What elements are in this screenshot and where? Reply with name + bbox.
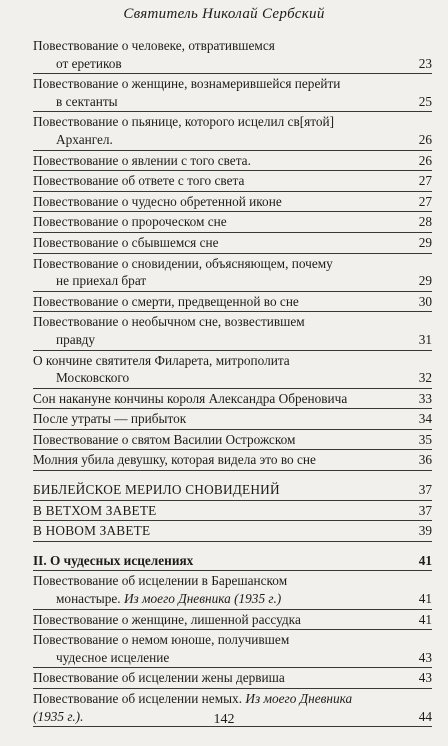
table-of-contents <box>33 36 432 727</box>
toc-entry-title: Повествование о женщине, вознамерившейся перейти <box>33 76 341 92</box>
toc-entry <box>33 292 432 313</box>
toc-entry <box>33 171 432 192</box>
toc-page-number: 26 <box>418 131 432 147</box>
toc-entry <box>33 571 432 609</box>
toc-entry-title: Повествование о женщине, лишенной рассудка <box>33 611 301 627</box>
toc-page-number: 35 <box>418 431 432 447</box>
toc-page-number: 27 <box>418 193 432 209</box>
toc-entry-title: II. О чудесных исцелениях <box>33 552 194 568</box>
toc-entry <box>33 630 432 668</box>
toc-entry <box>33 409 432 430</box>
toc-entry-title: Повествование о святом Василии Острожском <box>33 431 296 447</box>
toc-entry-title-continued: от еретиков <box>56 55 122 71</box>
toc-entry <box>33 254 432 292</box>
running-header: Святитель Николай Сербский <box>123 6 325 22</box>
toc-entry-title: Повествование о чудесно обретенной иконе <box>33 193 282 209</box>
toc-entry <box>33 74 432 112</box>
toc-page-number: 37 <box>418 482 432 498</box>
toc-page-number: 30 <box>418 293 432 309</box>
toc-entry-source: (1935 г.). <box>33 708 84 724</box>
toc-entry-title-continued: в сектанты <box>56 93 118 109</box>
toc-entry <box>33 389 432 410</box>
toc-entry-title: Повествование об ответе с того света <box>33 173 245 189</box>
toc-entry-title: Повествование о явлении с того света. <box>33 152 251 168</box>
toc-entry-title-continued: чудесное исцеление <box>56 649 170 665</box>
toc-entry-title: Повествование об исцелении немых. Из моего Дневника <box>33 691 353 706</box>
toc-entry <box>33 192 432 213</box>
toc-entry-title: В ВЕТХОМ ЗАВЕТЕ <box>33 502 157 518</box>
toc-entry <box>33 501 432 522</box>
toc-entry <box>33 151 432 172</box>
toc-entry-title: Повествование о пророческом сне <box>33 214 227 230</box>
toc-entry-title-continued: монастыре. Из моего Дневника (1935 г.) <box>56 591 282 607</box>
toc-entry-title: Повествование об исцелении в Барешанском <box>33 573 288 589</box>
toc-entry-title: Повествование о необычном сне, возвестившем <box>33 314 305 330</box>
toc-entry-title: Повествование о человеке, отвратившемся <box>33 38 275 53</box>
toc-entry-title: Повествование о немом юноше, получившем <box>33 632 290 648</box>
toc-page-number: 23 <box>418 55 432 71</box>
toc-entry <box>33 36 432 74</box>
toc-page-number: 41 <box>418 591 432 607</box>
toc-entry-title: Молния убила девушку, которая видела это во сне <box>33 452 316 468</box>
toc-page-number: 25 <box>418 93 432 109</box>
toc-page-number: 37 <box>418 502 432 518</box>
toc-entry-title-continued: Архангел. <box>56 131 113 147</box>
toc-page-number: 34 <box>418 411 432 427</box>
toc-entry-title-continued: Московского <box>56 370 130 386</box>
toc-page-number: 29 <box>418 273 432 289</box>
toc-page-number: 31 <box>418 331 432 347</box>
toc-page-number: 27 <box>418 173 432 189</box>
toc-page-number: 36 <box>418 452 432 468</box>
toc-entry-title: В НОВОМ ЗАВЕТЕ <box>33 523 151 539</box>
toc-entry <box>33 312 432 350</box>
toc-entry <box>33 480 432 501</box>
toc-entry-title: Сон накануне кончины короля Александра Обреновича <box>33 390 348 406</box>
toc-entry-title: После утраты — прибыток <box>33 411 187 427</box>
toc-page-number: 41 <box>418 611 432 627</box>
toc-entry-title: О кончине святителя Филарета, митрополита <box>33 352 290 368</box>
toc-entry-title: Повествование об исцелении жены дервиша <box>33 670 285 686</box>
toc-entry <box>33 233 432 254</box>
toc-entry-source: Из моего Дневника <box>245 691 353 706</box>
toc-page-number: 33 <box>418 390 432 406</box>
page-number: 142 <box>213 712 235 727</box>
toc-page-number: 43 <box>418 649 432 665</box>
toc-page-number: 28 <box>418 214 432 230</box>
toc-page-number: 44 <box>418 708 432 724</box>
toc-entry <box>33 212 432 233</box>
toc-entry <box>33 668 432 689</box>
toc-entry-title: Повествование о сбывшемся сне <box>33 234 219 250</box>
toc-page-number: 32 <box>418 370 432 386</box>
toc-entry <box>33 450 432 471</box>
toc-entry-title-continued: не приехал брат <box>56 273 147 289</box>
toc-page-number: 26 <box>418 152 432 168</box>
toc-entry <box>33 521 432 542</box>
toc-entry-title: Повествование о пьянице, которого исцелил св[ятой] <box>33 114 335 130</box>
toc-entry-title: Повествование о смерти, предвещенной во сне <box>33 293 299 309</box>
toc-page-number: 29 <box>418 234 432 250</box>
toc-entry-title-continued: правду <box>56 331 96 347</box>
toc-page-number: 43 <box>418 670 432 686</box>
toc-entry <box>33 551 432 572</box>
toc-entry <box>33 610 432 631</box>
toc-page-number: 39 <box>418 523 432 539</box>
toc-entry <box>33 112 432 150</box>
toc-entry-title: Повествование о сновидении, объясняющем, почему <box>33 255 333 271</box>
toc-entry <box>33 430 432 451</box>
toc-entry-title: БИБЛЕЙСКОЕ МЕРИЛО СНОВИДЕНИЙ <box>33 482 280 498</box>
toc-entry <box>33 351 432 389</box>
toc-entry-source: Из моего Дневника (1935 г.) <box>123 591 282 607</box>
toc-page-number: 41 <box>418 552 432 568</box>
